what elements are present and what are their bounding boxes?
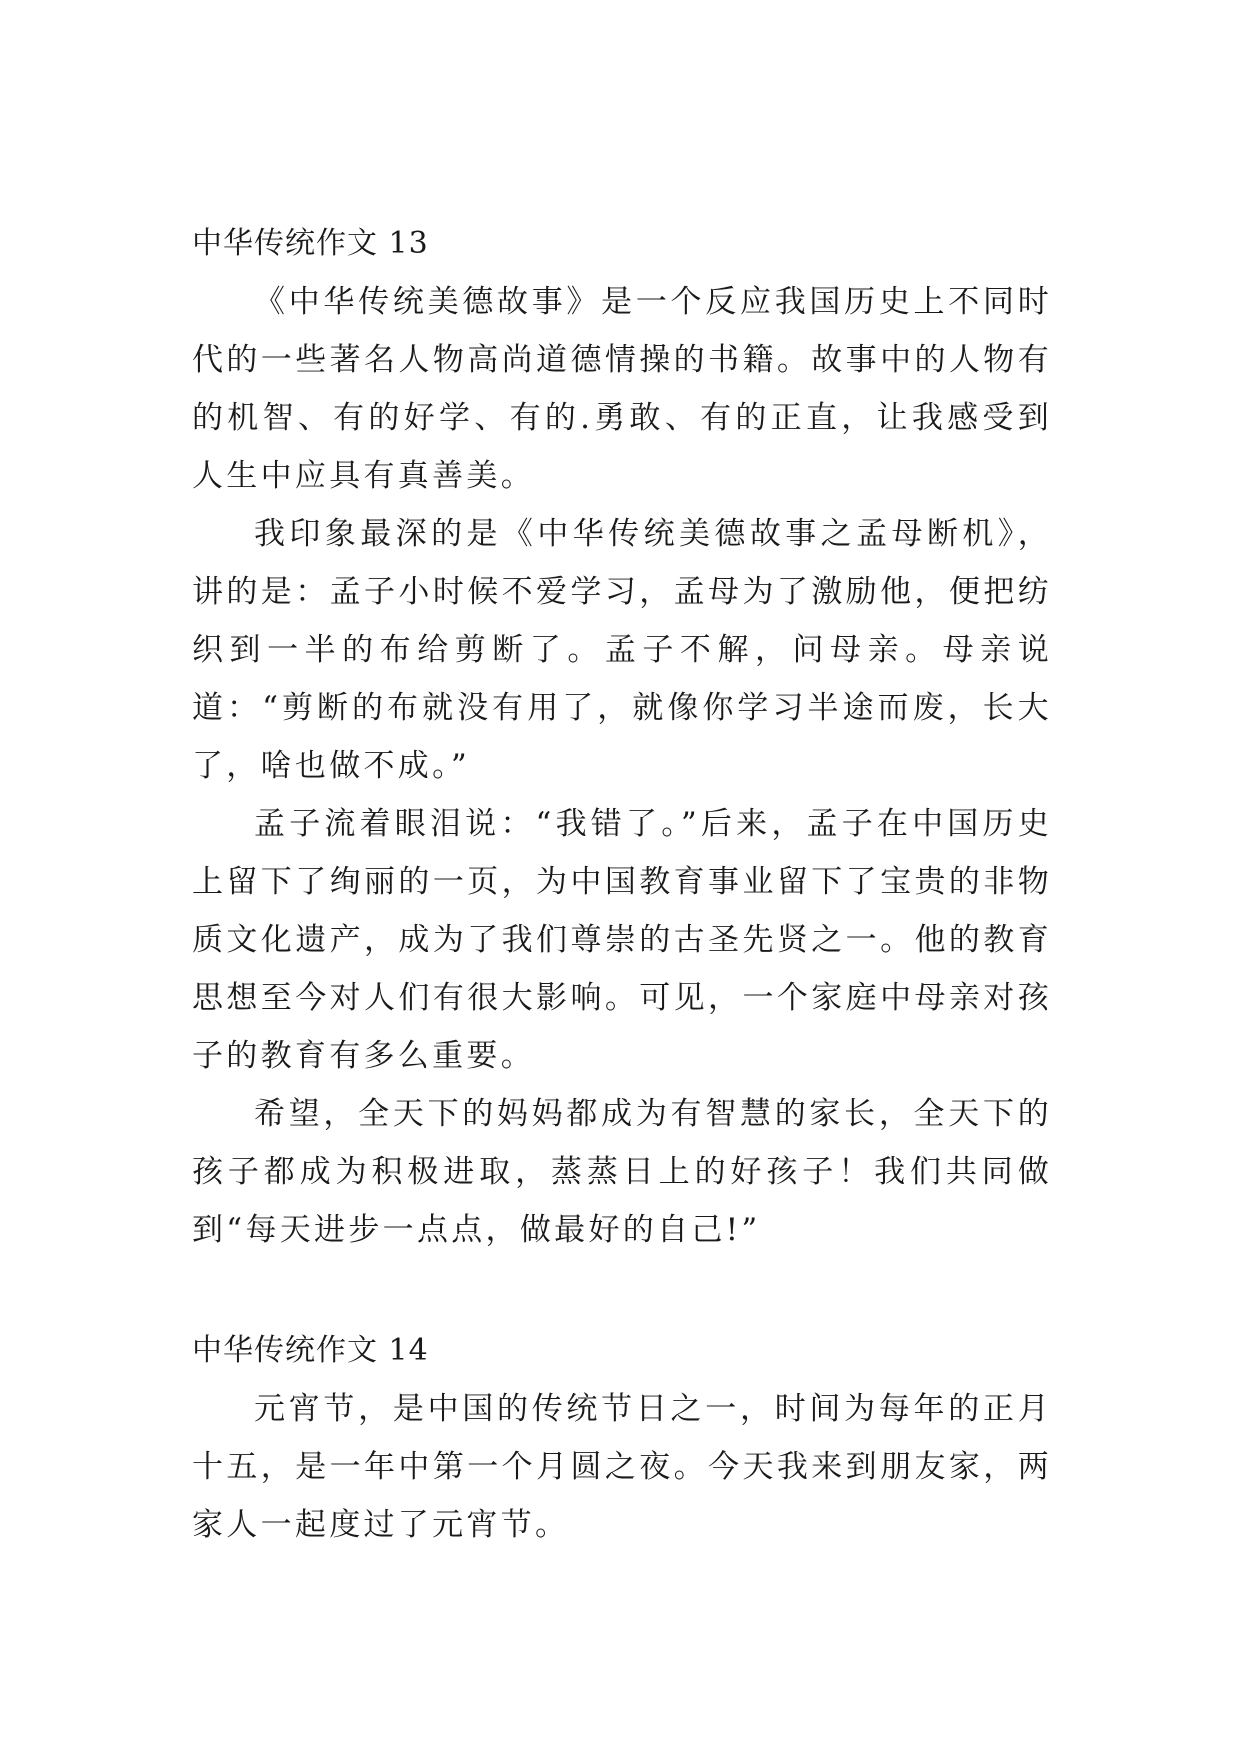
essay-title: 中华传统作文 13: [192, 226, 429, 261]
essay-paragraph: 希望，全天下的妈妈都成为有智慧的家长，全天下的孩子都成为积极进取，蒸蒸日上的好孩子！我们共同做到“每天进步一点点，做最好的自己!”: [192, 1096, 1052, 1248]
essay-section-13: [192, 215, 1052, 1259]
essay-title: 中华传统作文 14: [192, 1333, 429, 1368]
essay-paragraph: 元宵节，是中国的传统节日之一，时间为每年的正月十五，是一年中第一个月圆之夜。今天我来到朋友家，两家人一起度过了元宵节。: [192, 1391, 1052, 1543]
essay-paragraph: 孟子流着眼泪说：“我错了。”后来，孟子在中国历史上留下了绚丽的一页，为中国教育事业留下了宝贵的非物质文化遗产，成为了我们尊崇的古圣先贤之一。他的教育思想至今对人们有很大影响。可见，一个家庭中母亲对孩子的教育有多么重要。: [192, 806, 1052, 1074]
essay-section-14: [192, 1322, 1052, 1554]
essay-paragraph: 我印象最深的是《中华传统美德故事之孟母断机》，讲的是：孟子小时候不爱学习，孟母为了激励他，便把纺织到一半的布给剪断了。孟子不解，问母亲。母亲说道：“剪断的布就没有用了，就像你学习半途而废，长大了，啥也做不成。”: [192, 516, 1052, 784]
essay-paragraph: 《中华传统美德故事》是一个反应我国历史上不同时代的一些著名人物高尚道德情操的书籍。故事中的人物有的机智、有的好学、有的.勇敢、有的正直，让我感受到人生中应具有真善美。: [192, 284, 1052, 494]
